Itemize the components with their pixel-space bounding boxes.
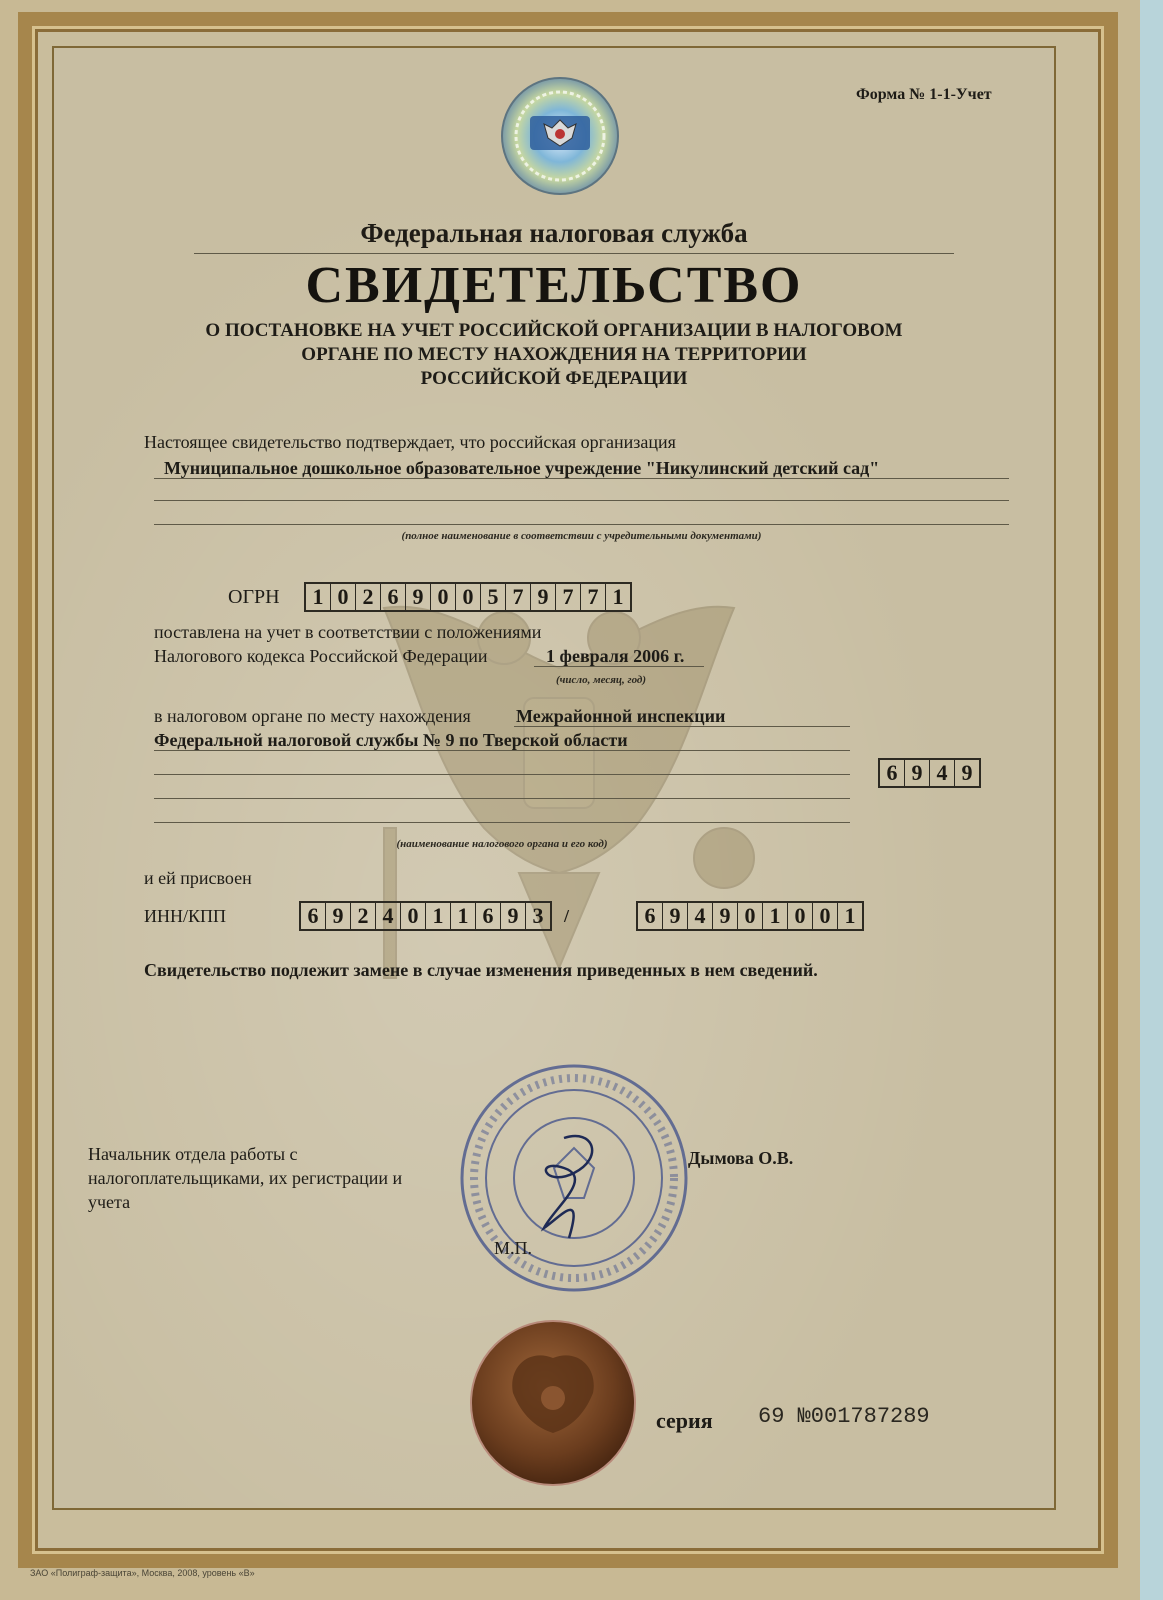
code-digit: 6: [880, 760, 905, 786]
service-name: Федеральная налоговая служба: [360, 218, 748, 248]
kpp-boxes: [636, 901, 864, 931]
series-number: 69 №001787289: [758, 1404, 930, 1429]
code-digit: 4: [930, 760, 955, 786]
authority-line-3: [154, 774, 850, 775]
kpp-digit: 0: [813, 903, 838, 929]
signature-icon: [524, 1128, 614, 1248]
kpp-digit: 6: [638, 903, 663, 929]
ogrn-digit: 2: [356, 584, 381, 610]
form-number: Форма № 1-1-Учет: [856, 86, 992, 103]
certificate-body: [52, 46, 1056, 1510]
authority-line-2: [154, 750, 850, 751]
signer-position-2: налогоплательщиками, их регистрации и: [88, 1168, 403, 1188]
authority-line-4: [154, 798, 850, 799]
ogrn-digit: 7: [581, 584, 606, 610]
replacement-notice: Свидетельство подлежит замене в случае изменения приведенных в нем сведений.: [144, 960, 818, 980]
registered-line-2: Налогового кодекса Российской Федерации: [154, 646, 488, 666]
inn-digit: 0: [401, 903, 426, 929]
kpp-digit: 0: [738, 903, 763, 929]
date-hint: (число, месяц, год): [556, 674, 647, 686]
signer-position-3: учета: [88, 1192, 131, 1212]
authority-line-1: [514, 726, 850, 727]
ogrn-digit: 0: [431, 584, 456, 610]
ogrn-digit: 0: [456, 584, 481, 610]
inn-digit: 6: [476, 903, 501, 929]
signer-name: Дымова О.В.: [688, 1148, 794, 1168]
ogrn-digit: 7: [506, 584, 531, 610]
org-line-2: [154, 500, 1009, 501]
inn-digit: 1: [451, 903, 476, 929]
org-hint: (полное наименование в соответствии с учредительными документами): [401, 530, 762, 542]
series-label: серия: [656, 1408, 713, 1433]
authority-line-5: [154, 822, 850, 823]
authority-name-2: Федеральной налоговой службы № 9 по Тверской области: [154, 730, 628, 750]
code-digit: 9: [905, 760, 930, 786]
registered-line-1: поставлена на учет в соответствии с положениями: [154, 622, 542, 642]
inn-digit: 9: [501, 903, 526, 929]
date-line: [534, 666, 704, 667]
signer-position-1: Начальник отдела работы с: [88, 1144, 298, 1164]
inn-kpp-slash: /: [564, 906, 570, 926]
ogrn-label: ОГРН: [228, 586, 280, 608]
ogrn-digit: 5: [481, 584, 506, 610]
org-line-3: [154, 524, 1009, 525]
ogrn-digit: 1: [612, 584, 624, 609]
inn-digit: 2: [351, 903, 376, 929]
doc-subtitle-line-2: ОРГАНЕ ПО МЕСТУ НАХОЖДЕНИЯ НА ТЕРРИТОРИИ: [301, 344, 807, 365]
inn-digit: 1: [426, 903, 451, 929]
authority-code-boxes: [878, 758, 981, 788]
inn-digit: 9: [326, 903, 351, 929]
ogrn-digit: 6: [381, 584, 406, 610]
stamp-place: М.П.: [494, 1238, 533, 1258]
intro-text: Настоящее свидетельство подтверждает, что российская организация: [144, 432, 676, 452]
ogrn-boxes: [304, 582, 632, 612]
kpp-digit: 1: [844, 903, 856, 928]
ogrn-digit: 7: [556, 584, 581, 610]
inn-digit: 6: [301, 903, 326, 929]
registration-date: 1 февраля 2006 г.: [546, 646, 685, 666]
org-line-1: [154, 478, 1009, 479]
kpp-digit: 4: [688, 903, 713, 929]
ogrn-digit: 1: [306, 584, 331, 610]
inn-boxes: [299, 901, 552, 931]
ogrn-digit: 9: [406, 584, 431, 610]
brown-seal-icon: [468, 1318, 638, 1488]
kpp-digit: 0: [788, 903, 813, 929]
printer-note: ЗАО «Полиграф-защита», Москва, 2008, уровень «В»: [30, 1568, 255, 1578]
inn-label: ИНН/КПП: [144, 906, 227, 926]
authority-hint: (наименование налогового органа и его код): [396, 838, 608, 850]
divider: [194, 253, 954, 254]
code-digit: 9: [961, 760, 973, 785]
inn-digit: 4: [376, 903, 401, 929]
ogrn-digit: 0: [331, 584, 356, 610]
kpp-digit: 9: [713, 903, 738, 929]
doc-subtitle-line-1: О ПОСТАНОВКЕ НА УЧЕТ РОССИЙСКОЙ ОРГАНИЗАЦИИ В НАЛОГОВОМ: [205, 320, 903, 341]
doc-subtitle-line-3: РОССИЙСКОЙ ФЕДЕРАЦИИ: [420, 368, 688, 389]
inn-digit: 3: [532, 903, 544, 928]
authority-name-1: Межрайонной инспекции: [516, 706, 726, 726]
doc-title: СВИДЕТЕЛЬСТВО: [305, 257, 803, 314]
ogrn-digit: 9: [531, 584, 556, 610]
authority-prefix: в налоговом органе по месту нахождения: [154, 706, 471, 726]
kpp-digit: 9: [663, 903, 688, 929]
hologram-emblem-icon: [500, 76, 620, 196]
kpp-digit: 1: [763, 903, 788, 929]
organization-name: Муниципальное дошкольное образовательное учреждение "Никулинский детский сад": [164, 458, 880, 478]
assigned-text: и ей присвоен: [144, 868, 252, 888]
